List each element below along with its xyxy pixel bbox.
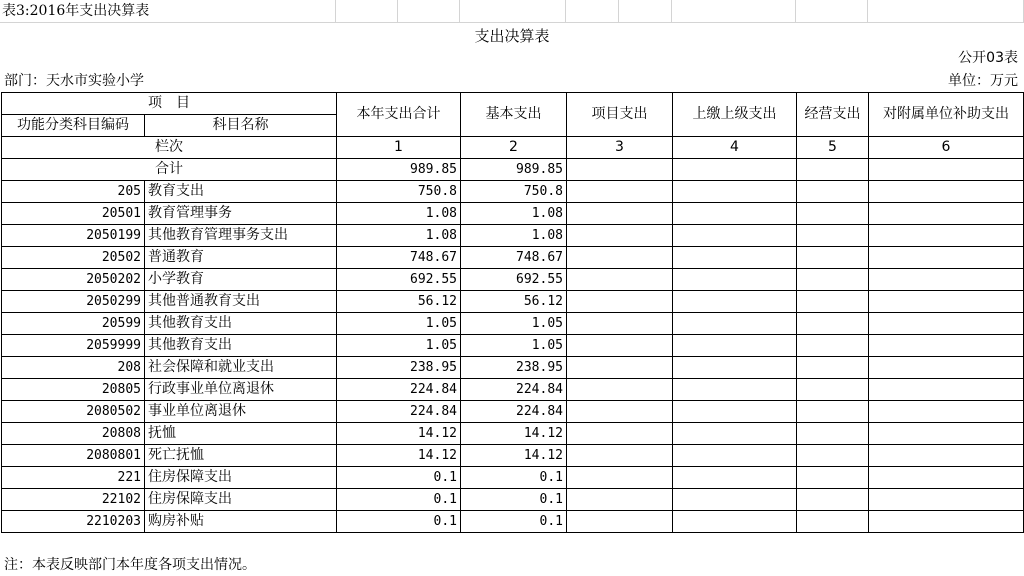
report-title: 支出决算表 bbox=[474, 27, 550, 45]
header-project[interactable]: 项 目 bbox=[2, 93, 337, 115]
total-amount-cell[interactable]: 748.67 bbox=[337, 247, 461, 269]
subsidy-amount-cell[interactable] bbox=[869, 489, 1024, 511]
subject-name-cell[interactable]: 抚恤 bbox=[145, 423, 337, 445]
header-subject-name[interactable]: 科目名称 bbox=[145, 115, 337, 137]
subject-name-cell[interactable]: 死亡抚恤 bbox=[145, 445, 337, 467]
total-amount-cell[interactable]: 1.08 bbox=[337, 225, 461, 247]
subject-name-cell[interactable]: 其他教育管理事务支出 bbox=[145, 225, 337, 247]
basic-amount-cell[interactable]: 1.05 bbox=[461, 313, 567, 335]
project-amount-cell[interactable] bbox=[567, 445, 673, 467]
project-amount-cell[interactable] bbox=[567, 357, 673, 379]
header-row-1 bbox=[2, 93, 1024, 115]
subsidy-amount-cell[interactable] bbox=[869, 225, 1024, 247]
subject-name-cell[interactable]: 普通教育 bbox=[145, 247, 337, 269]
subsidy-amount-cell[interactable] bbox=[869, 181, 1024, 203]
table-row bbox=[2, 181, 1024, 203]
basic-amount-cell[interactable]: 0.1 bbox=[461, 489, 567, 511]
upper-amount-cell[interactable] bbox=[673, 181, 797, 203]
basic-amount-cell[interactable]: 1.08 bbox=[461, 225, 567, 247]
subsidy-amount-cell[interactable] bbox=[869, 247, 1024, 269]
basic-amount-cell[interactable]: 14.12 bbox=[461, 445, 567, 467]
cell-f1[interactable] bbox=[619, 0, 672, 23]
operating-amount-cell[interactable] bbox=[797, 489, 869, 511]
basic-amount-cell[interactable]: 1.05 bbox=[461, 335, 567, 357]
total-amount-cell[interactable]: 1.05 bbox=[337, 313, 461, 335]
project-amount-cell[interactable] bbox=[567, 291, 673, 313]
func-code-cell[interactable]: 208 bbox=[2, 357, 145, 379]
operating-amount-cell[interactable] bbox=[797, 401, 869, 423]
operating-amount-cell[interactable] bbox=[797, 269, 869, 291]
subsidy-amount-cell[interactable] bbox=[869, 401, 1024, 423]
total-label-cell[interactable]: 合计 bbox=[2, 159, 337, 181]
total-amount-cell[interactable]: 238.95 bbox=[337, 357, 461, 379]
total-amount-cell[interactable]: 0.1 bbox=[337, 489, 461, 511]
total-amount-cell[interactable]: 0.1 bbox=[337, 467, 461, 489]
operating-amount-cell[interactable] bbox=[797, 445, 869, 467]
func-code-cell[interactable]: 2080502 bbox=[2, 401, 145, 423]
func-code-cell[interactable]: 2050299 bbox=[2, 291, 145, 313]
subsidy-amount-cell[interactable] bbox=[869, 511, 1024, 533]
subsidy-amount-cell[interactable] bbox=[869, 203, 1024, 225]
subject-name-cell[interactable]: 教育支出 bbox=[145, 181, 337, 203]
subject-name-cell[interactable]: 行政事业单位离退休 bbox=[145, 379, 337, 401]
upper-amount-cell[interactable] bbox=[673, 291, 797, 313]
func-code-cell[interactable]: 2210203 bbox=[2, 511, 145, 533]
cell-e1[interactable] bbox=[566, 0, 619, 23]
project-amount-cell[interactable] bbox=[567, 269, 673, 291]
project-amount-cell[interactable] bbox=[567, 159, 673, 181]
subject-name-cell[interactable]: 社会保障和就业支出 bbox=[145, 357, 337, 379]
upper-amount-cell[interactable] bbox=[673, 159, 797, 181]
column-label-cell[interactable]: 栏次 bbox=[2, 137, 337, 159]
operating-amount-cell[interactable] bbox=[797, 181, 869, 203]
table-row bbox=[2, 511, 1024, 533]
operating-amount-cell[interactable] bbox=[797, 313, 869, 335]
total-amount-cell[interactable]: 14.12 bbox=[337, 445, 461, 467]
basic-amount-cell[interactable]: 0.1 bbox=[461, 467, 567, 489]
operating-amount-cell[interactable] bbox=[797, 357, 869, 379]
subject-name-cell[interactable]: 其他教育支出 bbox=[145, 313, 337, 335]
subsidy-amount-cell[interactable] bbox=[869, 445, 1024, 467]
subject-name-cell[interactable]: 住房保障支出 bbox=[145, 489, 337, 511]
table-row bbox=[2, 269, 1024, 291]
operating-amount-cell[interactable] bbox=[797, 335, 869, 357]
project-amount-cell[interactable] bbox=[567, 313, 673, 335]
subject-name-cell[interactable]: 小学教育 bbox=[145, 269, 337, 291]
upper-amount-cell[interactable] bbox=[673, 313, 797, 335]
upper-amount-cell[interactable] bbox=[673, 379, 797, 401]
upper-amount-cell[interactable] bbox=[673, 335, 797, 357]
operating-amount-cell[interactable] bbox=[797, 291, 869, 313]
func-code-cell[interactable]: 221 bbox=[2, 467, 145, 489]
basic-amount-cell[interactable]: 692.55 bbox=[461, 269, 567, 291]
project-amount-cell[interactable] bbox=[567, 423, 673, 445]
subject-name-cell[interactable]: 其他普通教育支出 bbox=[145, 291, 337, 313]
basic-amount-cell[interactable]: 748.67 bbox=[461, 247, 567, 269]
func-code-cell[interactable]: 22102 bbox=[2, 489, 145, 511]
header-total[interactable]: 本年支出合计 bbox=[337, 93, 461, 137]
subsidy-amount-cell[interactable] bbox=[869, 423, 1024, 445]
table-row bbox=[2, 379, 1024, 401]
project-amount-cell[interactable] bbox=[567, 335, 673, 357]
total-amount-cell[interactable]: 1.08 bbox=[337, 203, 461, 225]
total-amount-cell[interactable]: 989.85 bbox=[337, 159, 461, 181]
operating-amount-cell[interactable] bbox=[797, 423, 869, 445]
operating-amount-cell[interactable] bbox=[797, 159, 869, 181]
upper-amount-cell[interactable] bbox=[673, 247, 797, 269]
func-code-cell[interactable]: 20805 bbox=[2, 379, 145, 401]
cell-i1[interactable] bbox=[868, 0, 1024, 23]
basic-amount-cell[interactable]: 750.8 bbox=[461, 181, 567, 203]
basic-amount-cell[interactable]: 56.12 bbox=[461, 291, 567, 313]
total-amount-cell[interactable]: 224.84 bbox=[337, 379, 461, 401]
total-amount-cell[interactable]: 14.12 bbox=[337, 423, 461, 445]
project-amount-cell[interactable] bbox=[567, 225, 673, 247]
func-code-cell[interactable]: 2050202 bbox=[2, 269, 145, 291]
basic-amount-cell[interactable]: 14.12 bbox=[461, 423, 567, 445]
column-number-cell[interactable]: 5 bbox=[797, 137, 869, 159]
operating-amount-cell[interactable] bbox=[797, 203, 869, 225]
total-amount-cell[interactable]: 224.84 bbox=[337, 401, 461, 423]
total-amount-cell[interactable]: 56.12 bbox=[337, 291, 461, 313]
upper-amount-cell[interactable] bbox=[673, 357, 797, 379]
upper-amount-cell[interactable] bbox=[673, 467, 797, 489]
func-code-cell[interactable]: 2050199 bbox=[2, 225, 145, 247]
func-code-cell[interactable]: 2059999 bbox=[2, 335, 145, 357]
upper-amount-cell[interactable] bbox=[673, 225, 797, 247]
column-number-cell[interactable]: 1 bbox=[337, 137, 461, 159]
total-amount-cell[interactable]: 750.8 bbox=[337, 181, 461, 203]
subsidy-amount-cell[interactable] bbox=[869, 379, 1024, 401]
table-row bbox=[2, 357, 1024, 379]
cell-d1[interactable] bbox=[460, 0, 566, 23]
subsidy-amount-cell[interactable] bbox=[869, 467, 1024, 489]
expenditure-table bbox=[1, 92, 1024, 533]
upper-amount-cell[interactable] bbox=[673, 489, 797, 511]
column-number-cell[interactable]: 4 bbox=[673, 137, 797, 159]
cell-c1[interactable] bbox=[398, 0, 460, 23]
subsidy-amount-cell[interactable] bbox=[869, 313, 1024, 335]
table-row bbox=[2, 203, 1024, 225]
unit-label: 单位：万元 bbox=[948, 73, 1018, 89]
table-row bbox=[2, 313, 1024, 335]
subsidy-amount-cell[interactable] bbox=[869, 291, 1024, 313]
header-project-expenditure[interactable]: 项目支出 bbox=[567, 93, 673, 137]
basic-amount-cell[interactable]: 224.84 bbox=[461, 401, 567, 423]
cell-b1[interactable] bbox=[336, 0, 398, 23]
total-amount-cell[interactable]: 0.1 bbox=[337, 511, 461, 533]
func-code-cell[interactable]: 20502 bbox=[2, 247, 145, 269]
basic-amount-cell[interactable]: 1.08 bbox=[461, 203, 567, 225]
func-code-cell[interactable]: 2080801 bbox=[2, 445, 145, 467]
basic-amount-cell[interactable]: 224.84 bbox=[461, 379, 567, 401]
subject-name-cell[interactable]: 其他教育支出 bbox=[145, 335, 337, 357]
column-number-cell[interactable]: 3 bbox=[567, 137, 673, 159]
subsidy-amount-cell[interactable] bbox=[869, 159, 1024, 181]
header-subsidy[interactable]: 对附属单位补助支出 bbox=[869, 93, 1024, 137]
subsidy-amount-cell[interactable] bbox=[869, 357, 1024, 379]
department-label: 部门：天水市实验小学 bbox=[4, 73, 144, 89]
subsidy-amount-cell[interactable] bbox=[869, 269, 1024, 291]
table-row bbox=[2, 445, 1024, 467]
basic-amount-cell[interactable]: 238.95 bbox=[461, 357, 567, 379]
upper-amount-cell[interactable] bbox=[673, 511, 797, 533]
project-amount-cell[interactable] bbox=[567, 401, 673, 423]
operating-amount-cell[interactable] bbox=[797, 379, 869, 401]
project-amount-cell[interactable] bbox=[567, 379, 673, 401]
subject-name-cell[interactable]: 购房补贴 bbox=[145, 511, 337, 533]
operating-amount-cell[interactable] bbox=[797, 511, 869, 533]
project-amount-cell[interactable] bbox=[567, 511, 673, 533]
upper-amount-cell[interactable] bbox=[673, 445, 797, 467]
header-basic[interactable]: 基本支出 bbox=[461, 93, 567, 137]
column-number-row bbox=[2, 137, 1024, 159]
subject-name-cell[interactable]: 住房保障支出 bbox=[145, 467, 337, 489]
table-row bbox=[2, 247, 1024, 269]
table-row bbox=[2, 423, 1024, 445]
form-number: 公开03表 bbox=[958, 50, 1018, 66]
func-code-cell[interactable]: 20808 bbox=[2, 423, 145, 445]
subject-name-cell[interactable]: 教育管理事务 bbox=[145, 203, 337, 225]
header-operating[interactable]: 经营支出 bbox=[797, 93, 869, 137]
column-number-cell[interactable]: 2 bbox=[461, 137, 567, 159]
operating-amount-cell[interactable] bbox=[797, 247, 869, 269]
table-note: 注：本表反映部门本年度各项支出情况。 bbox=[4, 557, 256, 573]
total-amount-cell[interactable]: 1.05 bbox=[337, 335, 461, 357]
table-row bbox=[2, 401, 1024, 423]
cell-h1[interactable] bbox=[796, 0, 868, 23]
table-row bbox=[2, 225, 1024, 247]
upper-amount-cell[interactable] bbox=[673, 203, 797, 225]
project-amount-cell[interactable] bbox=[567, 467, 673, 489]
total-row bbox=[2, 159, 1024, 181]
func-code-cell[interactable]: 20501 bbox=[2, 203, 145, 225]
project-amount-cell[interactable] bbox=[567, 203, 673, 225]
basic-amount-cell[interactable]: 0.1 bbox=[461, 511, 567, 533]
upper-amount-cell[interactable] bbox=[673, 423, 797, 445]
table-row bbox=[2, 335, 1024, 357]
upper-amount-cell[interactable] bbox=[673, 269, 797, 291]
cell-g1[interactable] bbox=[672, 0, 796, 23]
project-amount-cell[interactable] bbox=[567, 489, 673, 511]
table-row bbox=[2, 467, 1024, 489]
header-func-code[interactable]: 功能分类科目编码 bbox=[2, 115, 145, 137]
sheet-title: 表3:2016年支出决算表 bbox=[2, 3, 150, 19]
func-code-cell[interactable]: 20599 bbox=[2, 313, 145, 335]
project-amount-cell[interactable] bbox=[567, 181, 673, 203]
upper-amount-cell[interactable] bbox=[673, 401, 797, 423]
operating-amount-cell[interactable] bbox=[797, 467, 869, 489]
total-amount-cell[interactable]: 692.55 bbox=[337, 269, 461, 291]
column-number-cell[interactable]: 6 bbox=[869, 137, 1024, 159]
table-row bbox=[2, 489, 1024, 511]
func-code-cell[interactable]: 205 bbox=[2, 181, 145, 203]
subject-name-cell[interactable]: 事业单位离退休 bbox=[145, 401, 337, 423]
basic-amount-cell[interactable]: 989.85 bbox=[461, 159, 567, 181]
operating-amount-cell[interactable] bbox=[797, 225, 869, 247]
project-amount-cell[interactable] bbox=[567, 247, 673, 269]
table-row bbox=[2, 291, 1024, 313]
header-upper-expenditure[interactable]: 上缴上级支出 bbox=[673, 93, 797, 137]
subsidy-amount-cell[interactable] bbox=[869, 335, 1024, 357]
